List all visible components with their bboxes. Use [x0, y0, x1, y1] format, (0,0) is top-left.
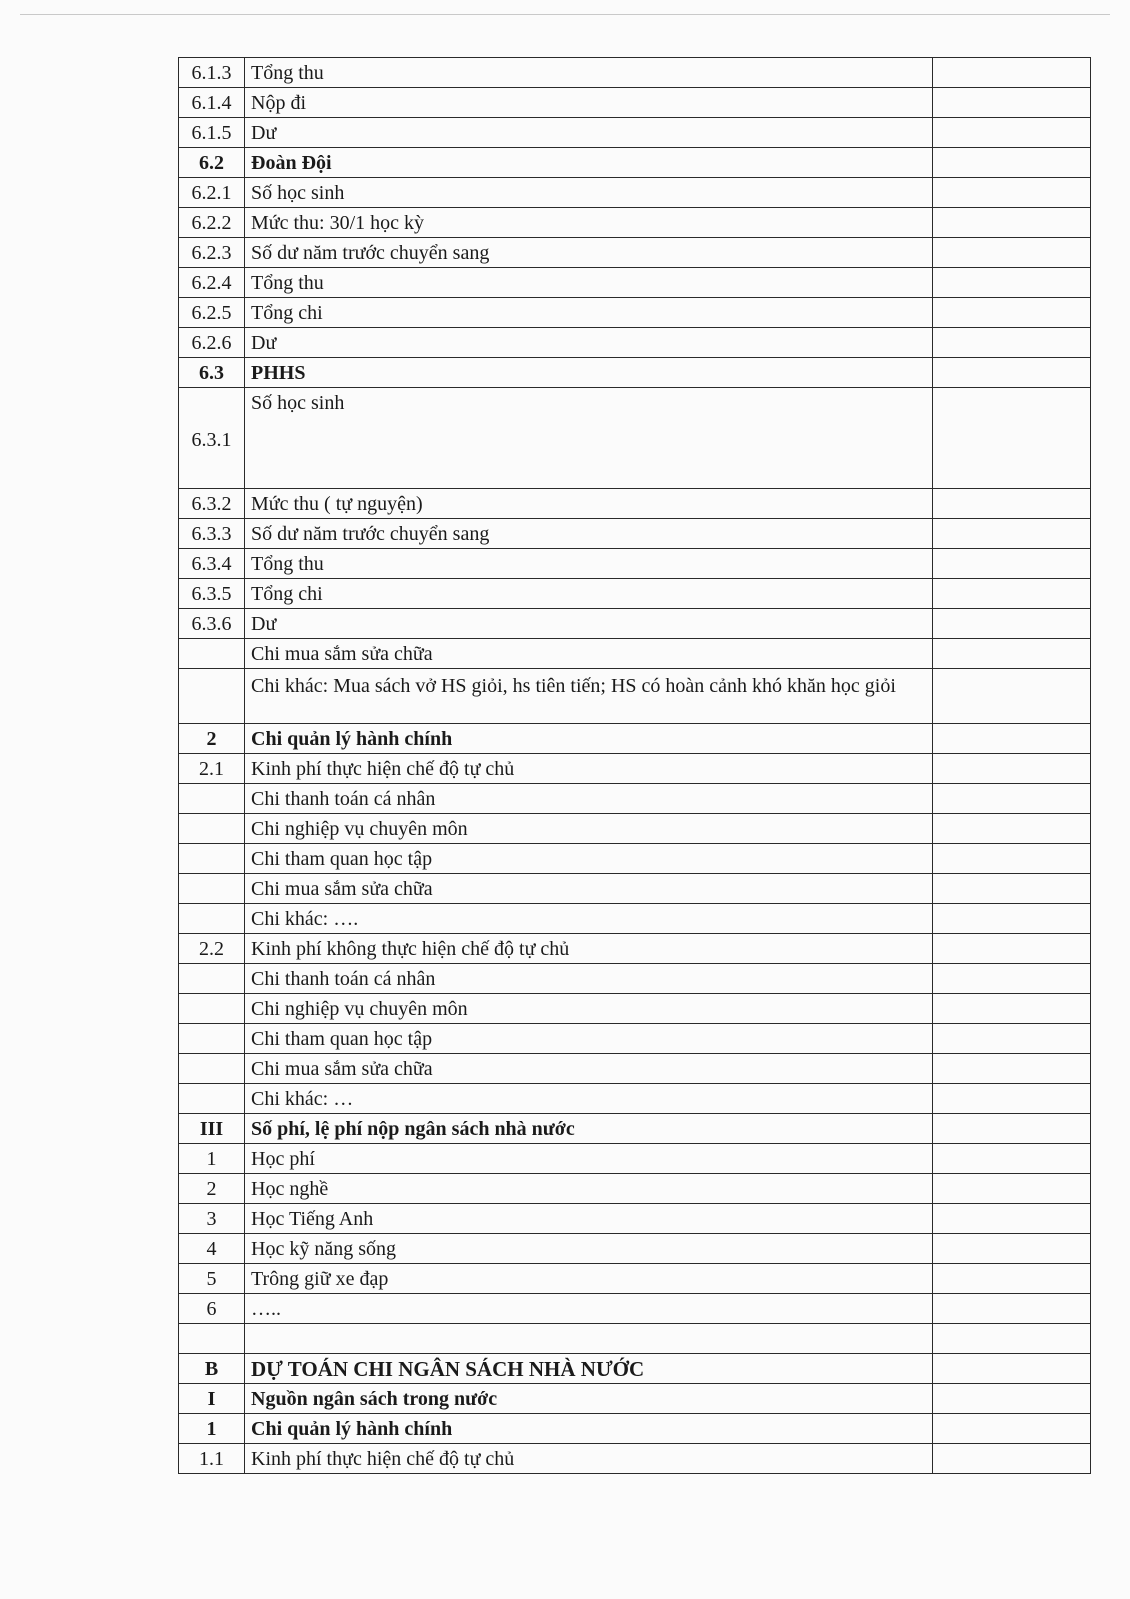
row-number-cell	[179, 904, 245, 934]
row-content-cell: Tổng thu	[245, 268, 933, 298]
row-number-cell: 6	[179, 1294, 245, 1324]
row-content-cell: Tổng thu	[245, 549, 933, 579]
table-row	[179, 1234, 1091, 1264]
row-content-cell: Dư	[245, 609, 933, 639]
table-row	[179, 904, 1091, 934]
row-content-cell: Chi nghiệp vụ chuyên môn	[245, 994, 933, 1024]
row-number-cell: 2.1	[179, 754, 245, 784]
row-number-cell: 6.1.5	[179, 118, 245, 148]
table-row	[179, 1204, 1091, 1234]
row-content-cell: PHHS	[245, 358, 933, 388]
row-number-cell: 3	[179, 1204, 245, 1234]
row-value-cell	[933, 1444, 1091, 1474]
table-row	[179, 519, 1091, 549]
row-value-cell	[933, 1384, 1091, 1414]
table-row	[179, 178, 1091, 208]
budget-table-body	[179, 58, 1091, 1474]
row-number-cell: 6.3.4	[179, 549, 245, 579]
row-content-cell: Học phí	[245, 1144, 933, 1174]
row-value-cell	[933, 88, 1091, 118]
row-value-cell	[933, 874, 1091, 904]
table-row	[179, 964, 1091, 994]
row-value-cell	[933, 1144, 1091, 1174]
row-content-cell: Chi thanh toán cá nhân	[245, 964, 933, 994]
row-value-cell	[933, 784, 1091, 814]
row-number-cell: 6.2.4	[179, 268, 245, 298]
row-value-cell	[933, 1264, 1091, 1294]
row-value-cell	[933, 118, 1091, 148]
table-row	[179, 814, 1091, 844]
row-content-cell: Trông giữ xe đạp	[245, 1264, 933, 1294]
row-content-cell: Nguồn ngân sách trong nước	[245, 1384, 933, 1414]
row-value-cell	[933, 1294, 1091, 1324]
row-value-cell	[933, 268, 1091, 298]
row-content-cell: Dư	[245, 328, 933, 358]
row-value-cell	[933, 238, 1091, 268]
table-row	[179, 579, 1091, 609]
row-value-cell	[933, 669, 1091, 724]
row-number-cell: 6.1.3	[179, 58, 245, 88]
row-number-cell: 2	[179, 724, 245, 754]
row-value-cell	[933, 58, 1091, 88]
table-row	[179, 1444, 1091, 1474]
row-content-cell: Chi thanh toán cá nhân	[245, 784, 933, 814]
row-content-cell: Chi khác: Mua sách vở HS giỏi, hs tiên tiến; HS có hoàn cảnh khó khăn học giỏi	[245, 669, 933, 724]
row-value-cell	[933, 208, 1091, 238]
row-content-cell: Chi mua sắm sửa chữa	[245, 639, 933, 669]
table-row	[179, 118, 1091, 148]
row-content-cell: Chi khác: ….	[245, 904, 933, 934]
row-content-cell: Tổng chi	[245, 298, 933, 328]
row-value-cell	[933, 994, 1091, 1024]
row-number-cell: 1	[179, 1414, 245, 1444]
row-value-cell	[933, 388, 1091, 489]
row-value-cell	[933, 609, 1091, 639]
row-content-cell: Mức thu ( tự nguyện)	[245, 489, 933, 519]
row-content-cell: Chi khác: …	[245, 1084, 933, 1114]
table-row	[179, 1384, 1091, 1414]
row-value-cell	[933, 489, 1091, 519]
row-content-cell: Chi tham quan học tập	[245, 1024, 933, 1054]
row-value-cell	[933, 724, 1091, 754]
row-value-cell	[933, 964, 1091, 994]
row-content-cell: Kinh phí thực hiện chế độ tự chủ	[245, 1444, 933, 1474]
row-number-cell	[179, 1324, 245, 1354]
row-value-cell	[933, 639, 1091, 669]
row-value-cell	[933, 549, 1091, 579]
row-content-cell: Học nghề	[245, 1174, 933, 1204]
table-row	[179, 148, 1091, 178]
row-number-cell	[179, 844, 245, 874]
row-value-cell	[933, 814, 1091, 844]
row-number-cell: 6.3.5	[179, 579, 245, 609]
table-row	[179, 754, 1091, 784]
row-number-cell: 6.2.6	[179, 328, 245, 358]
row-number-cell: B	[179, 1354, 245, 1384]
row-value-cell	[933, 1204, 1091, 1234]
table-row	[179, 844, 1091, 874]
row-content-cell: Tổng thu	[245, 58, 933, 88]
row-value-cell	[933, 579, 1091, 609]
row-value-cell	[933, 1324, 1091, 1354]
table-row	[179, 298, 1091, 328]
table-row	[179, 489, 1091, 519]
row-content-cell: Chi mua sắm sửa chữa	[245, 1054, 933, 1084]
row-number-cell: III	[179, 1114, 245, 1144]
row-number-cell	[179, 994, 245, 1024]
table-row	[179, 1144, 1091, 1174]
row-value-cell	[933, 358, 1091, 388]
row-number-cell	[179, 1024, 245, 1054]
row-content-cell: Chi tham quan học tập	[245, 844, 933, 874]
table-row	[179, 1084, 1091, 1114]
table-row	[179, 388, 1091, 489]
table-row	[179, 1354, 1091, 1384]
row-content-cell: Số dư năm trước chuyển sang	[245, 519, 933, 549]
row-value-cell	[933, 519, 1091, 549]
table-row	[179, 358, 1091, 388]
table-row	[179, 1294, 1091, 1324]
row-value-cell	[933, 328, 1091, 358]
row-number-cell: 6.3.3	[179, 519, 245, 549]
table-row	[179, 328, 1091, 358]
row-number-cell: I	[179, 1384, 245, 1414]
row-content-cell: Kinh phí thực hiện chế độ tự chủ	[245, 754, 933, 784]
table-row	[179, 238, 1091, 268]
row-number-cell: 6.2.1	[179, 178, 245, 208]
table-row	[179, 784, 1091, 814]
table-row	[179, 208, 1091, 238]
row-number-cell	[179, 814, 245, 844]
row-number-cell	[179, 639, 245, 669]
table-row	[179, 88, 1091, 118]
row-number-cell: 6.1.4	[179, 88, 245, 118]
row-content-cell: Tổng chi	[245, 579, 933, 609]
table-row	[179, 549, 1091, 579]
table-row	[179, 609, 1091, 639]
table-row	[179, 1324, 1091, 1354]
row-number-cell	[179, 669, 245, 724]
row-content-cell: Số học sinh	[245, 388, 933, 489]
row-content-cell: Chi mua sắm sửa chữa	[245, 874, 933, 904]
row-content-cell: Nộp đi	[245, 88, 933, 118]
table-row	[179, 58, 1091, 88]
row-content-cell: Chi quản lý hành chính	[245, 1414, 933, 1444]
row-content-cell	[245, 1324, 933, 1354]
row-number-cell: 6.2	[179, 148, 245, 178]
row-number-cell: 1	[179, 1144, 245, 1174]
row-number-cell: 2	[179, 1174, 245, 1204]
row-number-cell: 6.3.6	[179, 609, 245, 639]
row-value-cell	[933, 1054, 1091, 1084]
row-value-cell	[933, 148, 1091, 178]
row-number-cell	[179, 784, 245, 814]
row-number-cell: 6.2.5	[179, 298, 245, 328]
budget-table	[178, 57, 1091, 1474]
row-content-cell: Số phí, lệ phí nộp ngân sách nhà nước	[245, 1114, 933, 1144]
row-number-cell: 6.2.3	[179, 238, 245, 268]
row-value-cell	[933, 1024, 1091, 1054]
table-row	[179, 1054, 1091, 1084]
row-number-cell: 4	[179, 1234, 245, 1264]
row-value-cell	[933, 934, 1091, 964]
row-value-cell	[933, 904, 1091, 934]
row-content-cell: Dư	[245, 118, 933, 148]
budget-table-page	[178, 57, 1090, 1474]
row-number-cell: 1.1	[179, 1444, 245, 1474]
row-number-cell: 6.3.1	[179, 388, 245, 489]
row-value-cell	[933, 1234, 1091, 1264]
row-number-cell	[179, 1054, 245, 1084]
scan-edge-line	[20, 14, 1110, 15]
row-content-cell: …..	[245, 1294, 933, 1324]
row-value-cell	[933, 1354, 1091, 1384]
row-number-cell: 6.3	[179, 358, 245, 388]
table-row	[179, 268, 1091, 298]
row-content-cell: Số dư năm trước chuyển sang	[245, 238, 933, 268]
row-number-cell	[179, 874, 245, 904]
row-value-cell	[933, 1414, 1091, 1444]
row-content-cell: Đoàn Đội	[245, 148, 933, 178]
row-content-cell: Học Tiếng Anh	[245, 1204, 933, 1234]
row-number-cell: 6.3.2	[179, 489, 245, 519]
table-row	[179, 1024, 1091, 1054]
row-value-cell	[933, 844, 1091, 874]
table-row	[179, 874, 1091, 904]
table-row	[179, 1174, 1091, 1204]
row-content-cell: DỰ TOÁN CHI NGÂN SÁCH NHÀ NƯỚC	[245, 1354, 933, 1384]
table-row	[179, 724, 1091, 754]
row-number-cell: 5	[179, 1264, 245, 1294]
table-row	[179, 934, 1091, 964]
row-number-cell	[179, 1084, 245, 1114]
row-value-cell	[933, 754, 1091, 784]
row-content-cell: Mức thu: 30/1 học kỳ	[245, 208, 933, 238]
table-row	[179, 1414, 1091, 1444]
row-value-cell	[933, 1084, 1091, 1114]
row-content-cell: Học kỹ năng sống	[245, 1234, 933, 1264]
table-row	[179, 994, 1091, 1024]
row-number-cell: 2.2	[179, 934, 245, 964]
row-content-cell: Kinh phí không thực hiện chế độ tự chủ	[245, 934, 933, 964]
table-row	[179, 669, 1091, 724]
row-content-cell: Số học sinh	[245, 178, 933, 208]
row-content-cell: Chi quản lý hành chính	[245, 724, 933, 754]
table-row	[179, 1114, 1091, 1144]
row-value-cell	[933, 298, 1091, 328]
table-row	[179, 1264, 1091, 1294]
row-number-cell: 6.2.2	[179, 208, 245, 238]
row-number-cell	[179, 964, 245, 994]
row-value-cell	[933, 1174, 1091, 1204]
row-content-cell: Chi nghiệp vụ chuyên môn	[245, 814, 933, 844]
row-value-cell	[933, 1114, 1091, 1144]
table-row	[179, 639, 1091, 669]
row-value-cell	[933, 178, 1091, 208]
